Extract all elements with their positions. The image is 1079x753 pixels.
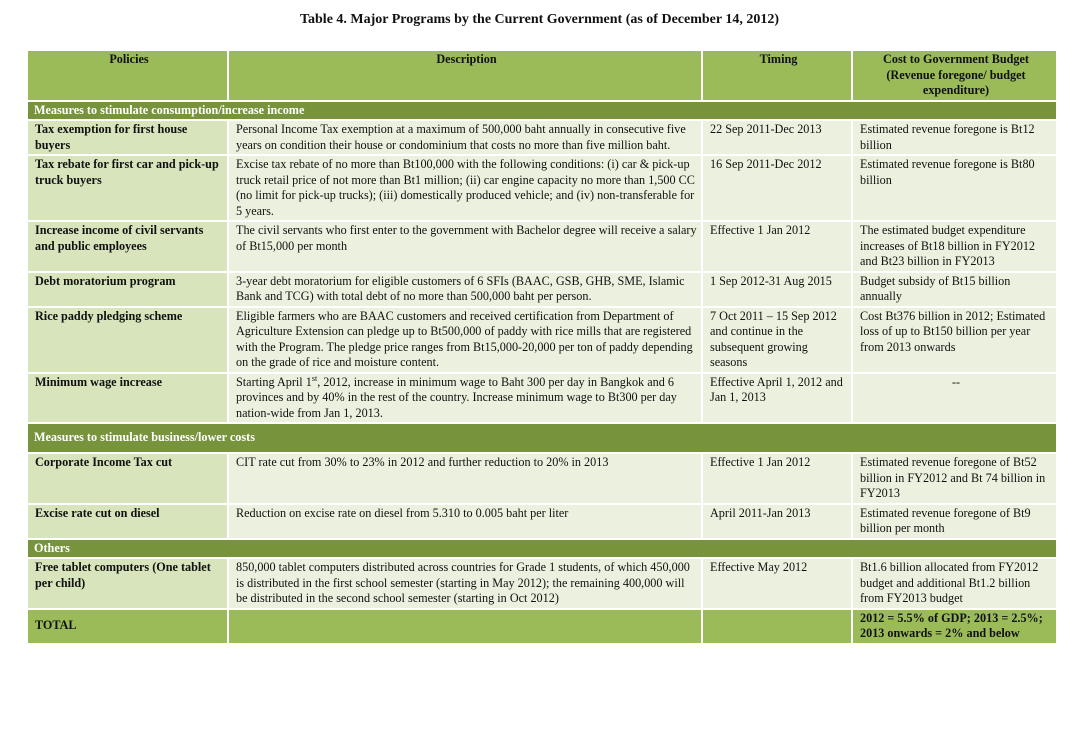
table-row [27, 307, 1057, 373]
timing-cell: Effective May 2012 [702, 558, 852, 609]
cost-cell: Cost Bt376 billion in 2012; Estimated loss of up to Bt150 billion per year from 2013 onwards [852, 307, 1057, 373]
timing-cell: April 2011-Jan 2013 [702, 504, 852, 539]
policy-cell: Increase income of civil servants and public employees [27, 221, 228, 272]
section-title: Measures to stimulate business/lower costs [27, 423, 1057, 453]
total-cost: 2012 = 5.5% of GDP; 2013 = 2.5%; 2013 onwards = 2% and below [852, 609, 1057, 644]
description-cell: 3-year debt moratorium for eligible customers of 6 SFIs (BAAC, GSB, GHB, SME, Islamic Bank and TCG) with total debt of no more than 500,000 baht per person. [228, 272, 702, 307]
timing-cell: 1 Sep 2012-31 Aug 2015 [702, 272, 852, 307]
description-cell: Excise tax rebate of no more than Bt100,000 with the following conditions: (i) car & pick-up truck retail price of not more than Bt1 million; (ii) car engine capacity no more than 1,500 CC (no limit for pick-up trucks); (iii) domestically produced vehicle; and (iv) non-transferable for 5 years. [228, 155, 702, 221]
section-row [27, 101, 1057, 121]
header-timing: Timing [702, 50, 852, 101]
cost-cell: Estimated revenue foregone is Bt12 billion [852, 120, 1057, 155]
description-start: Starting April 1 [236, 374, 312, 389]
cost-cell: Bt1.6 billion allocated from FY2012 budget and additional Bt1.2 billion from FY2013 budget [852, 558, 1057, 609]
table-row [27, 504, 1057, 539]
section-title: Measures to stimulate consumption/increase income [27, 101, 1057, 121]
policy-cell: Free tablet computers (One tablet per child) [27, 558, 228, 609]
table-row [27, 373, 1057, 424]
description-rest: , 2012, increase in minimum wage to Baht 300 per day in Bangkok and 6 provinces and by 40% in the rest of the country. Increase minimum wage to Bt300 per day nation-wide from Jan 1, 2013. [236, 374, 677, 420]
header-policies: Policies [27, 50, 228, 101]
table-row [27, 155, 1057, 221]
timing-cell: Effective 1 Jan 2012 [702, 221, 852, 272]
timing-cell: 16 Sep 2011-Dec 2012 [702, 155, 852, 221]
policy-cell: Debt moratorium program [27, 272, 228, 307]
table-row [27, 221, 1057, 272]
total-description-empty [228, 609, 702, 644]
description-cell: Eligible farmers who are BAAC customers and received certification from Department of Agriculture Extension can pledge up to Bt500,000 of paddy with rice mills that are registered with the Program. The pledge price ranges from Bt15,000-20,000 per ton of paddy depending on the grade of rice and moisture content. [228, 307, 702, 373]
table-row [27, 120, 1057, 155]
cost-cell: Estimated revenue foregone is Bt80 billion [852, 155, 1057, 221]
policy-cell: Corporate Income Tax cut [27, 453, 228, 504]
cost-cell: The estimated budget expenditure increases of Bt18 billion in FY2012 and Bt23 billion in FY2013 [852, 221, 1057, 272]
section-title: Others [27, 539, 1057, 559]
policy-cell: Minimum wage increase [27, 373, 228, 424]
policy-cell: Excise rate cut on diesel [27, 504, 228, 539]
ordinal-suffix: st [311, 373, 318, 383]
section-row [27, 423, 1057, 453]
table-title: Table 4. Major Programs by the Current Government (as of December 14, 2012) [299, 12, 780, 27]
cost-cell: Estimated revenue foregone of Bt9 billion per month [852, 504, 1057, 539]
total-label: TOTAL [27, 609, 228, 644]
description-cell: Personal Income Tax exemption at a maximum of 500,000 baht annually in consecutive five years on condition their house or condominium that costs no more than five million baht. [228, 120, 702, 155]
cost-cell: -- [852, 373, 1057, 424]
header-cost: Cost to Government Budget (Revenue foregone/ budget expenditure) [852, 50, 1057, 101]
timing-cell: 22 Sep 2011-Dec 2013 [702, 120, 852, 155]
cost-cell: Budget subsidy of Bt15 billion annually [852, 272, 1057, 307]
description-cell: CIT rate cut from 30% to 23% in 2012 and further reduction to 20% in 2013 [228, 453, 702, 504]
header-row [27, 50, 1057, 101]
timing-cell: Effective April 1, 2012 and Jan 1, 2013 [702, 373, 852, 424]
policy-cell: Tax exemption for first house buyers [27, 120, 228, 155]
description-cell [228, 373, 702, 424]
section-row [27, 539, 1057, 559]
description-cell: 850,000 tablet computers distributed across countries for Grade 1 students, of which 450,000 is distributed in the first school semester (starting in May 2012); the remaining 400,000 will be distributed in the second school semester (starting in Oct 2012) [228, 558, 702, 609]
description-cell: Reduction on excise rate on diesel from 5.310 to 0.005 baht per liter [228, 504, 702, 539]
description-cell: The civil servants who first enter to the government with Bachelor degree will receive a salary of Bt15,000 per month [228, 221, 702, 272]
header-description: Description [228, 50, 702, 101]
total-timing-empty [702, 609, 852, 644]
table-row [27, 272, 1057, 307]
policy-cell: Rice paddy pledging scheme [27, 307, 228, 373]
timing-cell: 7 Oct 2011 – 15 Sep 2012 and continue in the subsequent growing seasons [702, 307, 852, 373]
timing-cell: Effective 1 Jan 2012 [702, 453, 852, 504]
table-row [27, 558, 1057, 609]
table-row [27, 453, 1057, 504]
total-row [27, 609, 1057, 644]
cost-cell: Estimated revenue foregone of Bt52 billion in FY2012 and Bt 74 billion in FY2013 [852, 453, 1057, 504]
programs-table [26, 49, 1058, 645]
policy-cell: Tax rebate for first car and pick-up truck buyers [27, 155, 228, 221]
